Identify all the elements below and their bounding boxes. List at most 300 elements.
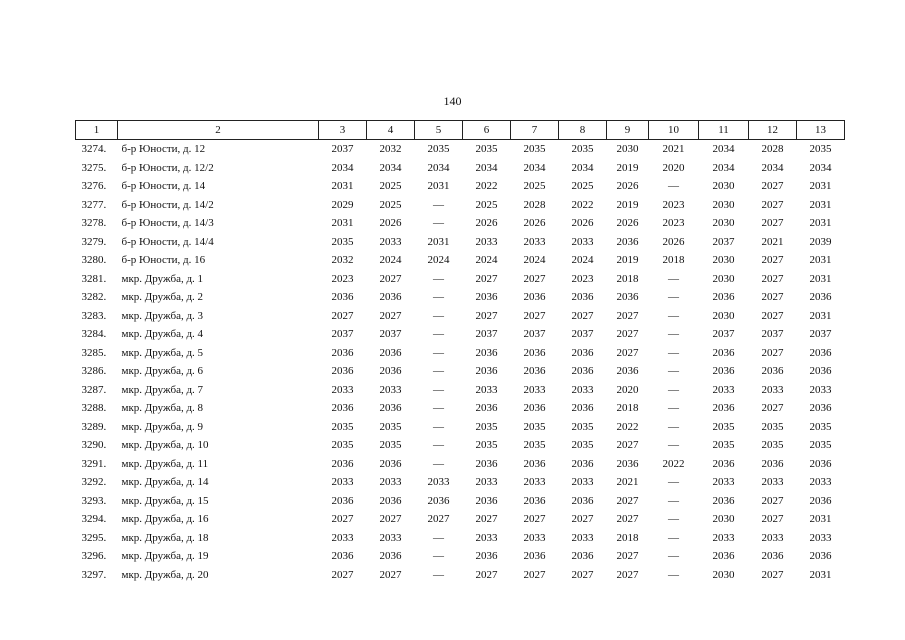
- column-header-6: 6: [463, 121, 511, 140]
- year-cell: 2037: [712, 328, 735, 341]
- row-number-cell: 3275.: [81, 161, 107, 174]
- row-number-cell: 3276.: [81, 180, 107, 193]
- year-cell: 2035: [475, 143, 498, 156]
- year-cell: —: [433, 550, 444, 563]
- address-cell: б-р Юности, д. 14/3: [121, 217, 214, 230]
- year-cell: —: [668, 494, 679, 507]
- address-cell: мкр. Дружба, д. 14: [121, 476, 209, 489]
- year-cell: —: [668, 291, 679, 304]
- year-cell: 2026: [523, 217, 546, 230]
- year-cell: 2036: [616, 365, 639, 378]
- year-cell: 2035: [523, 420, 546, 433]
- row-number-cell: 3274.: [81, 143, 107, 156]
- year-cell: 2036: [379, 457, 402, 470]
- year-cell: 2036: [712, 291, 735, 304]
- year-cell: 2036: [475, 291, 498, 304]
- year-cell: 2036: [761, 365, 784, 378]
- year-cell: 2025: [379, 180, 402, 193]
- row-number-cell: 3292.: [81, 476, 107, 489]
- year-cell: —: [433, 309, 444, 322]
- year-cell: 2025: [475, 198, 498, 211]
- year-cell: 2035: [571, 143, 594, 156]
- table-row: [76, 325, 845, 344]
- year-cell: 2036: [379, 550, 402, 563]
- year-cell: 2033: [379, 531, 402, 544]
- row-number-cell: 3285.: [81, 346, 107, 359]
- year-cell: 2036: [809, 402, 832, 415]
- year-cell: 2028: [523, 198, 546, 211]
- year-cell: 2033: [809, 476, 832, 489]
- year-cell: —: [433, 531, 444, 544]
- table-row: [76, 547, 845, 566]
- year-cell: 2036: [616, 291, 639, 304]
- year-cell: —: [668, 383, 679, 396]
- year-cell: 2026: [379, 217, 402, 230]
- year-cell: 2025: [571, 180, 594, 193]
- year-cell: 2027: [523, 513, 546, 526]
- year-cell: 2027: [761, 402, 784, 415]
- year-cell: 2033: [712, 531, 735, 544]
- column-header-4: 4: [367, 121, 415, 140]
- row-number-cell: 3291.: [81, 457, 107, 470]
- year-cell: 2027: [523, 568, 546, 581]
- year-cell: 2035: [571, 420, 594, 433]
- table-row: [76, 436, 845, 455]
- year-cell: 2033: [523, 476, 546, 489]
- year-cell: 2021: [662, 143, 685, 156]
- year-cell: 2036: [809, 346, 832, 359]
- year-cell: 2037: [331, 143, 354, 156]
- year-cell: 2036: [379, 365, 402, 378]
- year-cell: 2024: [475, 254, 498, 267]
- year-cell: 2030: [712, 272, 735, 285]
- address-cell: мкр. Дружба, д. 8: [121, 402, 204, 415]
- year-cell: 2035: [761, 439, 784, 452]
- year-cell: 2031: [809, 272, 832, 285]
- row-number-cell: 3284.: [81, 328, 107, 341]
- year-cell: 2033: [475, 531, 498, 544]
- year-cell: 2036: [523, 494, 546, 507]
- row-number-cell: 3279.: [81, 235, 107, 248]
- year-cell: 2030: [712, 309, 735, 322]
- table-row: [76, 196, 845, 215]
- year-cell: 2022: [571, 198, 594, 211]
- year-cell: 2035: [475, 420, 498, 433]
- address-cell: б-р Юности, д. 16: [121, 254, 206, 267]
- table-row: [76, 381, 845, 400]
- year-cell: 2034: [712, 161, 735, 174]
- year-cell: 2027: [616, 494, 639, 507]
- row-number-cell: 3278.: [81, 217, 107, 230]
- address-cell: б-р Юности, д. 14: [121, 180, 206, 193]
- column-header-12: 12: [749, 121, 797, 140]
- year-cell: 2019: [616, 161, 639, 174]
- year-cell: —: [668, 420, 679, 433]
- column-header-13: 13: [797, 121, 845, 140]
- year-cell: 2036: [809, 457, 832, 470]
- year-cell: 2034: [712, 143, 735, 156]
- year-cell: 2027: [616, 328, 639, 341]
- table-row: [76, 177, 845, 196]
- year-cell: 2023: [571, 272, 594, 285]
- year-cell: 2027: [761, 568, 784, 581]
- address-cell: мкр. Дружба, д. 5: [121, 346, 204, 359]
- year-cell: 2036: [475, 457, 498, 470]
- address-cell: мкр. Дружба, д. 6: [121, 365, 204, 378]
- year-cell: 2033: [761, 383, 784, 396]
- year-cell: —: [668, 550, 679, 563]
- year-cell: —: [668, 476, 679, 489]
- year-cell: 2027: [616, 309, 639, 322]
- row-number-cell: 3287.: [81, 383, 107, 396]
- year-cell: 2033: [761, 531, 784, 544]
- year-cell: 2036: [616, 235, 639, 248]
- year-cell: 2036: [571, 346, 594, 359]
- year-cell: 2021: [616, 476, 639, 489]
- row-number-cell: 3281.: [81, 272, 107, 285]
- year-cell: 2036: [571, 457, 594, 470]
- schedule-table: [75, 120, 845, 584]
- year-cell: 2026: [662, 235, 685, 248]
- year-cell: 2031: [809, 568, 832, 581]
- header-row: [76, 121, 845, 140]
- year-cell: 2036: [331, 402, 354, 415]
- year-cell: 2027: [761, 513, 784, 526]
- year-cell: 2030: [712, 513, 735, 526]
- year-cell: 2027: [475, 568, 498, 581]
- year-cell: 2033: [331, 531, 354, 544]
- year-cell: —: [433, 291, 444, 304]
- year-cell: 2036: [331, 291, 354, 304]
- year-cell: 2033: [475, 235, 498, 248]
- year-cell: 2034: [331, 161, 354, 174]
- year-cell: 2023: [331, 272, 354, 285]
- table-body: [76, 140, 845, 585]
- year-cell: 2035: [809, 143, 832, 156]
- year-cell: 2034: [523, 161, 546, 174]
- year-cell: 2036: [475, 346, 498, 359]
- year-cell: 2037: [571, 328, 594, 341]
- year-cell: 2036: [809, 365, 832, 378]
- table-row: [76, 529, 845, 548]
- year-cell: 2036: [809, 550, 832, 563]
- column-header-7: 7: [511, 121, 559, 140]
- year-cell: 2034: [475, 161, 498, 174]
- year-cell: 2033: [379, 476, 402, 489]
- year-cell: 2024: [571, 254, 594, 267]
- year-cell: 2035: [571, 439, 594, 452]
- year-cell: 2032: [331, 254, 354, 267]
- year-cell: 2027: [616, 439, 639, 452]
- year-cell: —: [433, 328, 444, 341]
- year-cell: 2033: [571, 531, 594, 544]
- year-cell: 2036: [761, 457, 784, 470]
- table-row: [76, 214, 845, 233]
- column-header-5: 5: [415, 121, 463, 140]
- year-cell: 2035: [809, 420, 832, 433]
- year-cell: 2037: [761, 328, 784, 341]
- year-cell: 2036: [331, 346, 354, 359]
- year-cell: 2037: [379, 328, 402, 341]
- year-cell: —: [668, 272, 679, 285]
- table-row: [76, 455, 845, 474]
- year-cell: —: [433, 402, 444, 415]
- table-row: [76, 344, 845, 363]
- year-cell: 2023: [662, 198, 685, 211]
- year-cell: 2036: [475, 494, 498, 507]
- year-cell: 2026: [571, 217, 594, 230]
- address-cell: б-р Юности, д. 14/2: [121, 198, 214, 211]
- table-row: [76, 473, 845, 492]
- column-header-9: 9: [607, 121, 649, 140]
- year-cell: 2018: [662, 254, 685, 267]
- table-row: [76, 566, 845, 585]
- year-cell: 2033: [523, 235, 546, 248]
- year-cell: 2025: [523, 180, 546, 193]
- year-cell: 2036: [331, 365, 354, 378]
- address-cell: мкр. Дружба, д. 16: [121, 513, 209, 526]
- column-header-3: 3: [319, 121, 367, 140]
- year-cell: —: [433, 217, 444, 230]
- year-cell: 2027: [379, 272, 402, 285]
- year-cell: 2036: [475, 402, 498, 415]
- year-cell: 2033: [379, 235, 402, 248]
- table-row: [76, 492, 845, 511]
- row-number-cell: 3280.: [81, 254, 107, 267]
- year-cell: 2027: [761, 217, 784, 230]
- year-cell: 2027: [475, 309, 498, 322]
- year-cell: 2022: [662, 457, 685, 470]
- year-cell: 2030: [712, 180, 735, 193]
- year-cell: 2027: [523, 272, 546, 285]
- year-cell: 2027: [379, 309, 402, 322]
- year-cell: 2027: [331, 568, 354, 581]
- row-number-cell: 3295.: [81, 531, 107, 544]
- year-cell: —: [433, 568, 444, 581]
- year-cell: 2033: [331, 383, 354, 396]
- address-cell: мкр. Дружба, д. 18: [121, 531, 209, 544]
- year-cell: —: [668, 568, 679, 581]
- year-cell: 2027: [761, 291, 784, 304]
- year-cell: 2027: [616, 568, 639, 581]
- year-cell: 2035: [331, 235, 354, 248]
- year-cell: 2035: [712, 420, 735, 433]
- year-cell: 2039: [809, 235, 832, 248]
- year-cell: —: [668, 346, 679, 359]
- year-cell: —: [433, 365, 444, 378]
- year-cell: 2037: [475, 328, 498, 341]
- year-cell: 2031: [809, 180, 832, 193]
- address-cell: мкр. Дружба, д. 20: [121, 568, 209, 581]
- year-cell: 2034: [571, 161, 594, 174]
- year-cell: 2034: [379, 161, 402, 174]
- year-cell: —: [668, 439, 679, 452]
- year-cell: 2036: [712, 494, 735, 507]
- year-cell: 2035: [475, 439, 498, 452]
- year-cell: 2031: [809, 198, 832, 211]
- year-cell: —: [433, 383, 444, 396]
- year-cell: 2030: [712, 568, 735, 581]
- table-row: [76, 307, 845, 326]
- year-cell: 2033: [331, 476, 354, 489]
- year-cell: 2027: [616, 550, 639, 563]
- year-cell: 2035: [331, 420, 354, 433]
- row-number-cell: 3294.: [81, 513, 107, 526]
- year-cell: 2035: [809, 439, 832, 452]
- row-number-cell: 3288.: [81, 402, 107, 415]
- year-cell: 2035: [331, 439, 354, 452]
- year-cell: 2033: [712, 383, 735, 396]
- address-cell: мкр. Дружба, д. 7: [121, 383, 204, 396]
- year-cell: 2027: [379, 568, 402, 581]
- year-cell: 2033: [379, 383, 402, 396]
- year-cell: 2033: [523, 383, 546, 396]
- year-cell: 2033: [809, 531, 832, 544]
- year-cell: 2036: [379, 494, 402, 507]
- year-cell: 2036: [379, 402, 402, 415]
- year-cell: 2027: [761, 254, 784, 267]
- year-cell: —: [433, 198, 444, 211]
- year-cell: 2018: [616, 272, 639, 285]
- table-row: [76, 251, 845, 270]
- year-cell: 2033: [571, 235, 594, 248]
- year-cell: 2030: [616, 143, 639, 156]
- year-cell: —: [668, 365, 679, 378]
- column-header-2: 2: [118, 121, 319, 140]
- table-row: [76, 362, 845, 381]
- year-cell: —: [433, 272, 444, 285]
- column-header-8: 8: [559, 121, 607, 140]
- column-header-1: 1: [76, 121, 118, 140]
- year-cell: 2027: [427, 513, 450, 526]
- year-cell: 2020: [662, 161, 685, 174]
- row-number-cell: 3296.: [81, 550, 107, 563]
- address-cell: мкр. Дружба, д. 11: [121, 457, 209, 470]
- year-cell: 2026: [475, 217, 498, 230]
- year-cell: 2036: [427, 494, 450, 507]
- row-number-cell: 3283.: [81, 309, 107, 322]
- address-cell: мкр. Дружба, д. 3: [121, 309, 204, 322]
- year-cell: 2024: [379, 254, 402, 267]
- table-row: [76, 418, 845, 437]
- year-cell: 2027: [761, 494, 784, 507]
- table-row: [76, 288, 845, 307]
- table-row: [76, 399, 845, 418]
- year-cell: 2031: [427, 180, 450, 193]
- table-row: [76, 510, 845, 529]
- year-cell: 2037: [331, 328, 354, 341]
- year-cell: 2036: [809, 291, 832, 304]
- year-cell: —: [668, 513, 679, 526]
- year-cell: 2036: [331, 457, 354, 470]
- year-cell: 2037: [712, 235, 735, 248]
- year-cell: 2033: [761, 476, 784, 489]
- address-cell: мкр. Дружба, д. 4: [121, 328, 204, 341]
- row-number-cell: 3282.: [81, 291, 107, 304]
- year-cell: 2035: [761, 420, 784, 433]
- row-number-cell: 3286.: [81, 365, 107, 378]
- year-cell: 2036: [571, 365, 594, 378]
- year-cell: —: [433, 420, 444, 433]
- year-cell: 2031: [809, 309, 832, 322]
- year-cell: 2027: [571, 513, 594, 526]
- year-cell: 2027: [331, 513, 354, 526]
- year-cell: 2035: [379, 439, 402, 452]
- year-cell: 2033: [475, 476, 498, 489]
- year-cell: 2036: [523, 291, 546, 304]
- year-cell: 2027: [761, 180, 784, 193]
- table-row: [76, 233, 845, 252]
- year-cell: 2031: [331, 217, 354, 230]
- year-cell: 2027: [761, 198, 784, 211]
- year-cell: 2027: [761, 309, 784, 322]
- year-cell: 2031: [809, 254, 832, 267]
- year-cell: 2029: [331, 198, 354, 211]
- year-cell: 2027: [761, 272, 784, 285]
- year-cell: 2026: [616, 180, 639, 193]
- year-cell: 2030: [712, 217, 735, 230]
- year-cell: 2037: [809, 328, 832, 341]
- year-cell: 2035: [523, 439, 546, 452]
- year-cell: 2030: [712, 198, 735, 211]
- address-cell: мкр. Дружба, д. 15: [121, 494, 209, 507]
- year-cell: 2032: [379, 143, 402, 156]
- year-cell: 2030: [712, 254, 735, 267]
- page-number: 140: [443, 94, 462, 108]
- year-cell: 2027: [616, 513, 639, 526]
- year-cell: 2036: [523, 365, 546, 378]
- year-cell: 2036: [379, 291, 402, 304]
- year-cell: 2024: [523, 254, 546, 267]
- year-cell: —: [668, 402, 679, 415]
- year-cell: 2019: [616, 254, 639, 267]
- address-cell: мкр. Дружба, д. 2: [121, 291, 204, 304]
- address-cell: б-р Юности, д. 12/2: [121, 161, 214, 174]
- year-cell: 2036: [331, 550, 354, 563]
- year-cell: 2027: [616, 346, 639, 359]
- year-cell: 2036: [475, 365, 498, 378]
- year-cell: 2036: [571, 291, 594, 304]
- year-cell: 2033: [712, 476, 735, 489]
- year-cell: 2018: [616, 402, 639, 415]
- year-cell: —: [433, 346, 444, 359]
- year-cell: 2024: [427, 254, 450, 267]
- year-cell: 2036: [761, 550, 784, 563]
- year-cell: 2036: [571, 550, 594, 563]
- year-cell: 2036: [712, 346, 735, 359]
- table-row: [76, 270, 845, 289]
- year-cell: 2033: [571, 383, 594, 396]
- year-cell: 2036: [475, 550, 498, 563]
- year-cell: 2036: [809, 494, 832, 507]
- year-cell: 2025: [379, 198, 402, 211]
- row-number-cell: 3297.: [81, 568, 107, 581]
- year-cell: 2036: [616, 457, 639, 470]
- year-cell: 2033: [427, 476, 450, 489]
- year-cell: 2027: [761, 346, 784, 359]
- year-cell: 2027: [331, 309, 354, 322]
- year-cell: 2036: [571, 402, 594, 415]
- year-cell: —: [668, 531, 679, 544]
- year-cell: 2027: [523, 309, 546, 322]
- year-cell: 2035: [523, 143, 546, 156]
- row-number-cell: 3277.: [81, 198, 107, 211]
- year-cell: 2036: [712, 457, 735, 470]
- year-cell: 2034: [427, 161, 450, 174]
- year-cell: 2035: [379, 420, 402, 433]
- year-cell: 2033: [475, 383, 498, 396]
- year-cell: 2033: [809, 383, 832, 396]
